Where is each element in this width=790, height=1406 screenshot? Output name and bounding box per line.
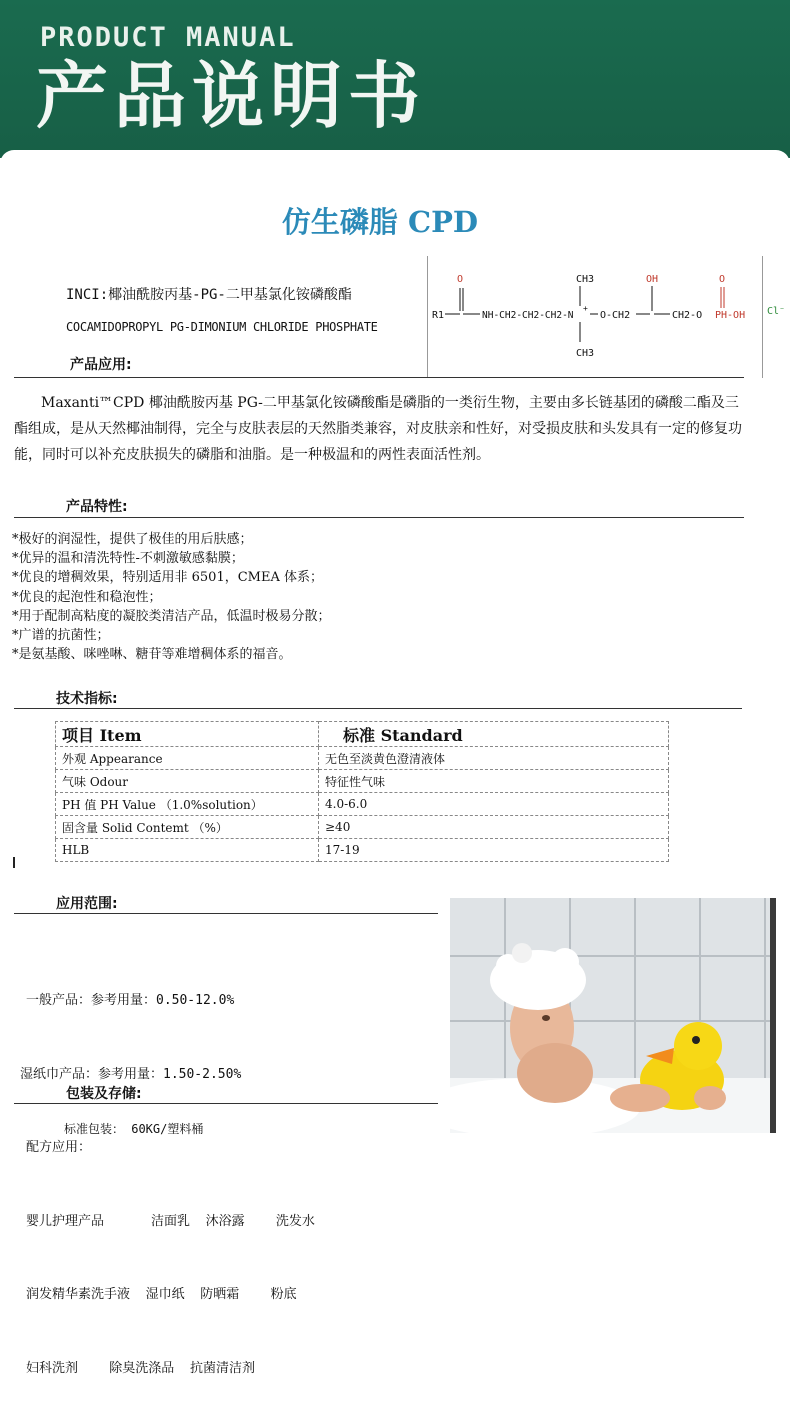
header-banner <box>0 0 790 158</box>
usage-line: 湿纸巾产品：参考用量：1.50-2.50% <box>20 1066 242 1082</box>
header-item: 项目 Item <box>56 722 319 747</box>
table-cell: 固含量 Solid Contemt （%） <box>56 816 319 839</box>
formula-carbonyl-o: O <box>457 274 464 285</box>
section-features: 产品特性: <box>66 499 128 515</box>
usage-list <box>20 940 315 1406</box>
spec-table <box>55 721 669 862</box>
usage-line: 婴儿护理产品 洁面乳 沐浴露 洗发水 <box>26 1213 315 1229</box>
table-row <box>56 770 669 793</box>
header-standard: 标准 Standard <box>319 722 669 747</box>
divider <box>14 517 744 518</box>
product-title: 仿生磷脂 CPD <box>281 205 479 239</box>
header-cn-title: 产品说明书 <box>36 54 427 138</box>
formula-phos-o: O <box>719 274 726 285</box>
feature-item: *优良的增稠效果，特别适用非 6501，CMEA 体系； <box>12 570 323 586</box>
text-cursor-mark <box>13 857 15 868</box>
table-cell: 17-19 <box>319 839 669 862</box>
section-application: 产品应用: <box>70 357 132 373</box>
feature-item: *优异的温和清洗特性-不刺激敏感黏膜； <box>12 551 244 567</box>
inci-en: COCAMIDOPROPYL PG-DIMONIUM CHLORIDE PHOSPHATE <box>66 320 378 334</box>
structural-formula <box>427 256 763 378</box>
usage-line: 配方应用： <box>26 1140 92 1155</box>
packaging-text: 标准包装： 60KG/塑料桶 <box>64 1122 204 1136</box>
usage-line: 一般产品：参考用量：0.50-12.0% <box>26 993 235 1008</box>
formula-oxy: O-CH2 <box>600 310 631 321</box>
divider <box>14 708 742 709</box>
table-cell: 4.0-6.0 <box>319 793 669 816</box>
formula-ch3-bottom: CH3 <box>576 348 595 359</box>
table-cell: 外观 Appearance <box>56 747 319 770</box>
feature-item: *极好的润湿性，提供了极佳的用后肤感； <box>12 532 253 547</box>
formula-oh: OH <box>646 274 659 285</box>
feature-item: *广谱的抗菌性； <box>12 628 110 644</box>
inci-cn: INCI:椰油酰胺丙基-PG-二甲基氯化铵磷酸酯 <box>66 287 352 303</box>
section-packaging: 包装及存储: <box>66 1086 142 1102</box>
formula-ch3-top: CH3 <box>576 274 595 285</box>
table-cell: HLB <box>56 839 319 862</box>
formula-chloride: Cl⁻ <box>767 306 786 317</box>
feature-item: *优良的起泡性和稳泡性； <box>12 589 162 605</box>
table-header-row <box>56 722 669 747</box>
header-en-title: PRODUCT MANUAL <box>40 22 296 53</box>
application-text: Maxanti™CPD 椰油酰胺丙基 PG-二甲基氯化铵磷酸酯是磷脂的一类衍生物，主要由多长链基团的磷酸二酯及三酯组成，是从天然椰油制得，完全与皮肤表层的天然脂类兼容，对皮肤亲和性好，对受损皮肤和头发具有一定的修复功能，同时可以补充皮肤损失的磷脂和油脂。是一种极温和的两性表面活性剂。 <box>14 395 742 463</box>
divider <box>14 913 438 914</box>
baby-bath-photo <box>450 898 776 1133</box>
table-row <box>56 816 669 839</box>
table-cell: 特征性气味 <box>319 770 669 793</box>
divider <box>14 377 744 378</box>
table-cell: ≥40 <box>319 816 669 839</box>
features-list <box>12 530 331 664</box>
table-row <box>56 747 669 770</box>
table-cell: 无色至淡黄色澄清液体 <box>319 747 669 770</box>
divider <box>14 1103 438 1104</box>
formula-charge: + <box>583 304 588 313</box>
formula-chain: NH-CH2-CH2-CH2-N <box>482 310 574 321</box>
feature-item: *是氨基酸、咪唑啉、糖苷等难增稠体系的福音。 <box>12 647 292 663</box>
formula-ph-oh: PH-OH <box>715 310 746 321</box>
formula-ch2o: CH2-O <box>672 310 703 321</box>
table-cell: PH 值 PH Value （1.0%solution） <box>56 793 319 816</box>
feature-item: *用于配制高粘度的凝胶类清洁产品，低温时极易分散； <box>12 608 331 624</box>
usage-line: 妇科洗剂 除臭洗涤品 抗菌清洁剂 <box>26 1360 255 1376</box>
table-row <box>56 839 669 862</box>
formula-r1: R1 <box>432 310 445 321</box>
section-specs: 技术指标: <box>56 691 118 707</box>
table-row <box>56 793 669 816</box>
section-usage: 应用范围: <box>56 896 118 912</box>
table-cell: 气味 Odour <box>56 770 319 793</box>
usage-line: 润发精华素洗手液 湿巾纸 防晒霜 粉底 <box>26 1287 297 1302</box>
